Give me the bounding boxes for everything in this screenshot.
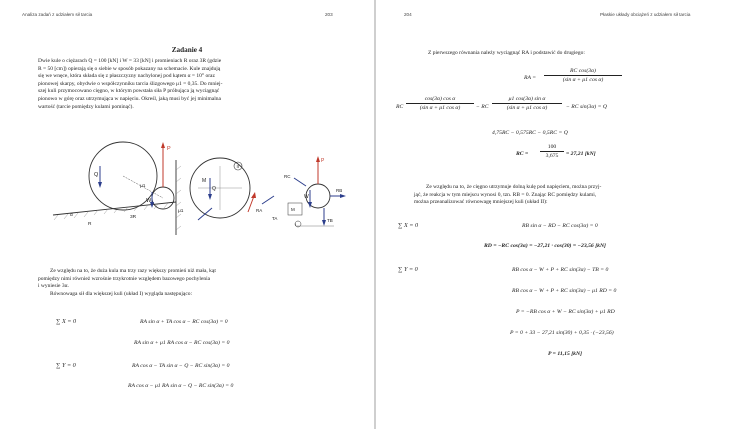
problem-figure [48,140,348,252]
fraction-bar [544,75,622,76]
fig-label: P [167,146,171,152]
fig-label: I [295,222,297,227]
equation-bold: RD = −RC cos(3α) = −27,21 · cos(30) = −23,56 [kN] [484,243,606,249]
body-text [38,268,338,298]
fig-label: R [88,222,92,227]
long-eq-rc2: − RC [476,104,489,110]
eq-label: ∑ X = 0 [56,318,77,325]
eq-label: ∑ Y = 0 [56,362,76,369]
fig-label: μ1 [178,209,184,214]
equation: P = 0 + 33 − 27,21 sin(30) + 0,35 · (−23,56) [510,330,614,336]
fraction-bar [406,103,474,104]
rc-result-value: = 27,21 [kN] [566,151,596,157]
problem-line: szej kuli przymocowano cięgno, w którym powstała siła P próbująca ją wyciągnąć [38,88,220,95]
scheme-fbd-big [190,158,256,220]
fig-label: RA [256,208,263,213]
fig-label: P [321,158,325,164]
problem-line: się we wnęce, która składa się z płaszczyzny nachylonej pod kątem α = 10° oraz [38,73,215,80]
long-eq-num1: cos(3α) cos α [424,96,456,102]
problem-line: R = 50 [cm]) opierają się o siebie w sposób pokazany na schemacie. Kule znajdują [38,65,221,72]
problem-statement [38,58,338,111]
long-eq-den1: (sin α + μ1 cos α) [419,105,461,111]
rc-result-lhs: RC = [516,151,529,157]
ra-denominator: (sin α + μ1 cos α) [562,77,604,83]
left-running-head: Analiza zadań z udziałem sił tarcia [22,12,93,17]
fig-label: II [236,164,240,169]
long-eq-tail: − RC sin(3α) = Q [566,104,607,110]
body-line: Równowaga sił dla większej kuli (układ I) wygląda następująco: [50,290,193,297]
ra-lhs: RA = [524,75,537,81]
problem-line: Dwie kule o ciężarach Q = 100 [kN] i W = 33 [kN] i promieniach R oraz 3R (gdzie [38,58,222,64]
scheme-fbd-small [256,156,346,227]
scheme-left [53,142,184,235]
body-line: Ze względu na to, że duża kula ma trzy razy większy promień niż mała, kąt [50,268,216,274]
fig-label: W [304,194,309,200]
equation: RA cos α − TA sin α − Q − RC sin(3α) = 0 [132,363,230,369]
right-running-head: Płaskie układy obciążeń z udziałem sił tarcia [600,12,691,17]
problem-line: wartość (tarcie pomiędzy kulami pominąć). [38,103,134,110]
right-page-number: 204 [404,12,412,17]
fig-label: 3R [130,215,137,220]
fig-label: RC [284,174,291,179]
equation: RA sin α + μ1 RA cos α − RC cos(3α) = 0 [134,340,230,346]
ra-fraction [544,68,622,83]
equation: RB cos α − W + P + RC sin(3α) − μ1 RD = 0 [512,288,617,294]
fig-label: W [146,198,152,204]
task-title: Zadanie 4 [171,46,203,54]
eq-label: ∑ Y = 0 [398,266,418,273]
rc-numerator: 100 [547,144,557,150]
analysis-line: Ze względu na to, że cięgno utrzymuje dolną kulę pod napięciem, można przyj- [426,184,602,190]
right-page [376,0,750,429]
equation-bold: P = 11,15 [kN] [548,351,582,357]
equation: RA cos α − μ1 RA sin α − Q − RC sin(3α) = 0 [128,383,234,389]
long-eq-rc1: RC [396,104,404,110]
fig-label: Q [94,172,99,178]
fig-label: TA [272,216,278,221]
long-eq-num2: μ1 cos(3α) sin α [508,96,546,102]
problem-line: pionowej skarpy, obydwie o współczynniku tarcia ślizgowego μ1 = 0,35. Do mniej- [38,80,223,87]
equation: P = −RB cos α + W − RC sin(3α) + μ1 RD [516,309,615,315]
body-line: pomiędzy nimi również wzrośnie trzykrotnie względem bazowego pochylenia [38,275,211,282]
body-line: i wyniesie 3α. [38,283,69,290]
analysis-line: można przeanalizować równowagę mniejszej kuli (układ II): [414,199,548,206]
equation: RB cos α − W + P + RC sin(3α) − TB = 0 [512,267,609,273]
fig-label: RB [336,188,343,193]
fig-label: Q [212,186,216,192]
eq-label: ∑ X = 0 [398,222,419,229]
ra-numerator: RC cos(3α) [570,68,596,74]
long-eq-frac2 [492,96,562,111]
problem-line: pionowo w górę oraz utrzymująca w napięciu. Określ, jaką musi być jej minimalna [38,95,221,102]
fig-label: TB [327,218,333,223]
numeric-equation: 4,75RC − 0,575RC − 0,5RC = Q [492,130,568,136]
rc-denominator: 3,675 [545,153,559,159]
left-page [0,0,374,429]
fig-label: α [70,213,73,218]
long-eq-den2: (sin α + μ1 cos α) [506,105,548,111]
fraction-bar [492,103,562,104]
analysis-line: jąć, że reakcja w tym miejscu wynosi 0, tzn. RB = 0. Znając RC pomiędzy kulami, [414,191,597,198]
equation: RA sin α + TA cos α − RC cos(3α) = 0 [140,319,228,325]
long-eq-frac1 [406,96,474,111]
equation: RB sin α − RD − RC cos(3α) = 0 [522,223,598,229]
intro-text: Z pierwszego równania należy wyciągnąć RA i podstawić do drugiego: [428,50,585,56]
fig-label: M [291,207,295,212]
left-page-number: 203 [325,12,333,17]
fig-label: μ1 [140,184,146,189]
rc-result-fraction [540,144,564,159]
fig-label: M [202,178,207,184]
fraction-bar [540,151,564,152]
analysis-text [414,184,714,207]
